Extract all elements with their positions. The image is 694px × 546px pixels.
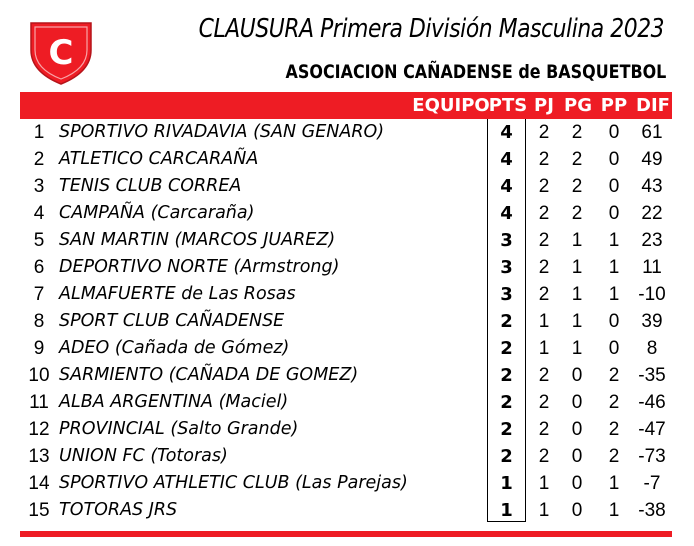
difference-cell: 39	[641, 311, 663, 332]
table-row	[0, 281, 694, 308]
lost-cell: 0	[608, 311, 620, 332]
position-cell: 1	[33, 122, 45, 143]
position-cell: 6	[33, 257, 45, 278]
played-cell: 2	[538, 176, 550, 197]
difference-cell: 11	[642, 257, 662, 278]
lost-cell: 1	[608, 284, 620, 305]
played-cell: 1	[538, 500, 550, 521]
table-row	[0, 254, 694, 281]
team-name-cell: PROVINCIAL (Salto Grande)	[59, 419, 299, 439]
points-cell: 2	[500, 419, 513, 440]
difference-cell: -7	[643, 473, 661, 494]
team-name-cell: ATLETICO CARCARAÑA	[59, 149, 259, 169]
position-cell: 5	[33, 230, 45, 251]
position-cell: 3	[33, 176, 45, 197]
points-cell: 2	[500, 365, 513, 386]
column-header-dif: DIF	[636, 95, 670, 116]
table-row	[0, 416, 694, 443]
points-cell: 3	[500, 230, 513, 251]
won-cell: 0	[571, 446, 583, 467]
played-cell: 2	[538, 446, 550, 467]
table-row	[0, 389, 694, 416]
difference-cell: -73	[638, 446, 666, 467]
column-header-pts: PTS	[488, 95, 528, 116]
difference-cell: 22	[641, 203, 663, 224]
position-cell: 12	[28, 419, 50, 440]
won-cell: 0	[571, 500, 583, 521]
table-row	[0, 173, 694, 200]
points-cell: 1	[500, 500, 513, 521]
points-cell: 4	[500, 203, 513, 224]
club-shield-logo	[29, 20, 93, 86]
table-row	[0, 497, 694, 524]
won-cell: 1	[571, 284, 583, 305]
team-name-cell: DEPORTIVO NORTE (Armstrong)	[59, 257, 340, 277]
played-cell: 2	[538, 203, 550, 224]
lost-cell: 1	[608, 500, 620, 521]
points-cell: 2	[500, 311, 513, 332]
position-cell: 7	[33, 284, 45, 305]
won-cell: 0	[571, 365, 583, 386]
lost-cell: 2	[608, 446, 620, 467]
difference-cell: 49	[641, 149, 663, 170]
points-cell: 1	[500, 473, 513, 494]
team-name-cell: SPORT CLUB CAÑADENSE	[59, 311, 285, 331]
table-row	[0, 200, 694, 227]
position-cell: 2	[33, 149, 45, 170]
team-name-cell: ALBA ARGENTINA (Maciel)	[59, 392, 289, 412]
points-cell: 4	[500, 176, 513, 197]
table-row	[0, 119, 694, 146]
column-header-pg: PG	[564, 95, 592, 116]
won-cell: 1	[571, 338, 583, 359]
column-header-team: EQUIPO	[412, 95, 490, 116]
footer-bar	[20, 531, 672, 537]
position-cell: 4	[33, 203, 45, 224]
won-cell: 0	[571, 419, 583, 440]
difference-cell: 23	[641, 230, 663, 251]
played-cell: 1	[538, 311, 550, 332]
played-cell: 1	[538, 473, 550, 494]
lost-cell: 1	[608, 257, 620, 278]
points-cell: 2	[500, 338, 513, 359]
position-cell: 14	[28, 473, 50, 494]
table-row	[0, 362, 694, 389]
table-row	[0, 308, 694, 335]
lost-cell: 2	[608, 419, 620, 440]
team-name-cell: ADEO (Cañada de Gómez)	[59, 338, 290, 358]
team-name-cell: TENIS CLUB CORREA	[59, 176, 242, 196]
lost-cell: 0	[608, 203, 620, 224]
won-cell: 0	[571, 392, 583, 413]
won-cell: 2	[571, 203, 583, 224]
column-header-pj: PJ	[534, 95, 554, 116]
difference-cell: -10	[638, 284, 666, 305]
won-cell: 2	[571, 149, 583, 170]
team-name-cell: SPORTIVO RIVADAVIA (SAN GENARO)	[59, 122, 385, 142]
team-name-cell: UNION FC (Totoras)	[59, 446, 228, 466]
team-name-cell: CAMPAÑA (Carcaraña)	[59, 203, 255, 223]
difference-cell: 8	[646, 338, 658, 359]
position-cell: 10	[28, 365, 50, 386]
won-cell: 0	[571, 473, 583, 494]
lost-cell: 2	[608, 392, 620, 413]
position-cell: 13	[28, 446, 50, 467]
lost-cell: 0	[608, 149, 620, 170]
column-header-pp: PP	[600, 95, 628, 116]
played-cell: 1	[538, 338, 550, 359]
won-cell: 2	[571, 176, 583, 197]
team-name-cell: SPORTIVO ATHLETIC CLUB (Las Parejas)	[59, 473, 408, 493]
lost-cell: 0	[608, 176, 620, 197]
points-cell: 4	[500, 122, 513, 143]
team-name-cell: SARMIENTO (CAÑADA DE GOMEZ)	[59, 365, 359, 385]
points-cell: 2	[500, 446, 513, 467]
points-cell: 4	[500, 149, 513, 170]
won-cell: 1	[571, 311, 583, 332]
page-subtitle: ASOCIACION CAÑADENSE de BASQUETBOL	[285, 61, 666, 83]
lost-cell: 0	[608, 338, 620, 359]
played-cell: 2	[538, 392, 550, 413]
position-cell: 11	[29, 392, 49, 413]
won-cell: 1	[571, 230, 583, 251]
difference-cell: -47	[638, 419, 666, 440]
position-cell: 9	[33, 338, 45, 359]
table-row	[0, 335, 694, 362]
played-cell: 2	[538, 122, 550, 143]
played-cell: 2	[538, 419, 550, 440]
lost-cell: 1	[608, 230, 620, 251]
table-header	[20, 92, 672, 119]
difference-cell: 61	[641, 122, 663, 143]
position-cell: 8	[33, 311, 45, 332]
played-cell: 2	[538, 284, 550, 305]
table-row	[0, 227, 694, 254]
points-cell: 3	[500, 257, 513, 278]
won-cell: 1	[571, 257, 583, 278]
team-name-cell: TOTORAS JRS	[59, 500, 178, 520]
position-cell: 15	[28, 500, 50, 521]
lost-cell: 0	[608, 122, 620, 143]
difference-cell: -46	[638, 392, 666, 413]
table-row	[0, 146, 694, 173]
points-cell: 3	[500, 284, 513, 305]
team-name-cell: SAN MARTIN (MARCOS JUAREZ)	[59, 230, 336, 250]
lost-cell: 2	[608, 365, 620, 386]
played-cell: 2	[538, 365, 550, 386]
difference-cell: 43	[641, 176, 663, 197]
page-title: CLAUSURA Primera División Masculina 2023	[198, 14, 664, 44]
difference-cell: -35	[638, 365, 666, 386]
lost-cell: 1	[608, 473, 620, 494]
points-cell: 2	[500, 392, 513, 413]
won-cell: 2	[571, 122, 583, 143]
logo-letter: C	[48, 33, 74, 73]
played-cell: 2	[538, 149, 550, 170]
table-row	[0, 470, 694, 497]
difference-cell: -38	[638, 500, 666, 521]
team-name-cell: ALMAFUERTE de Las Rosas	[59, 284, 296, 304]
played-cell: 2	[538, 257, 550, 278]
played-cell: 2	[538, 230, 550, 251]
table-row	[0, 443, 694, 470]
